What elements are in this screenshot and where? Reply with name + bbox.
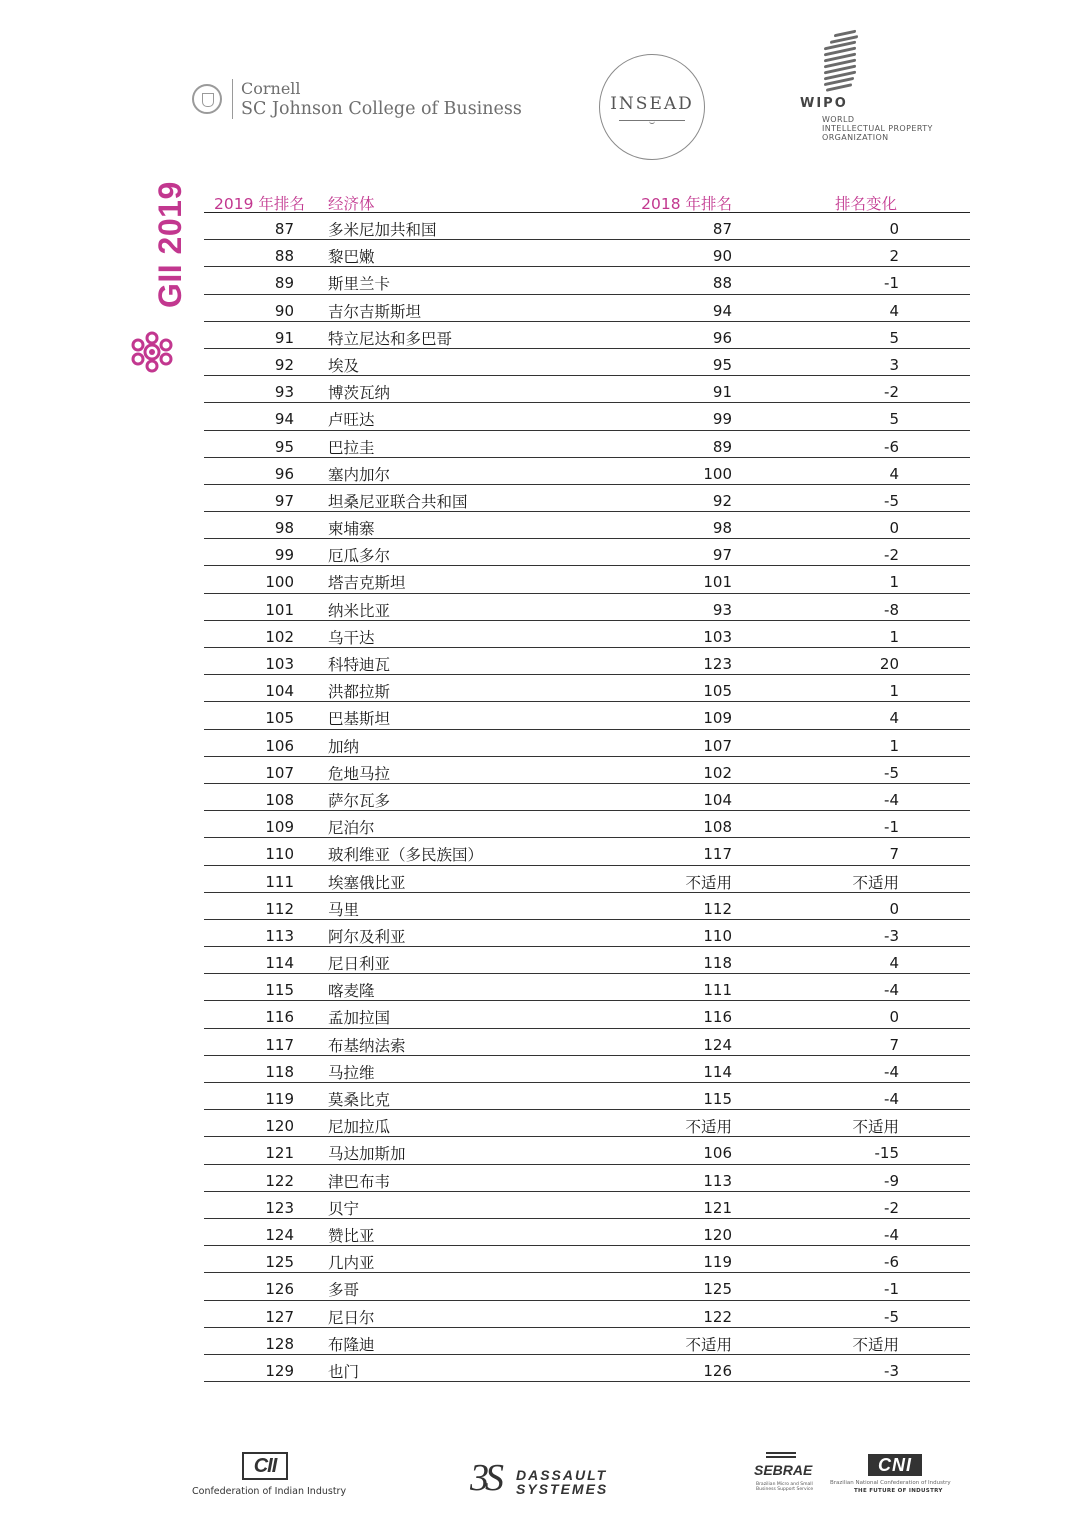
table-body	[204, 213, 970, 1382]
cell-change: 不适用	[852, 873, 899, 892]
cell-rank19: 127	[265, 1307, 294, 1326]
cell-change: -4	[884, 1225, 899, 1244]
table-header	[204, 190, 970, 213]
cell-change: -6	[884, 1253, 899, 1272]
cornell-seal-icon	[192, 84, 222, 114]
cell-economy: 马拉维	[328, 1063, 375, 1082]
cii-logo	[192, 1452, 347, 1500]
table-row	[204, 757, 970, 784]
insead-wordmark: INSEAD	[610, 93, 694, 114]
cell-rank19: 106	[265, 736, 294, 755]
cell-rank18: 110	[703, 926, 732, 945]
insead-logo	[599, 54, 705, 160]
cell-rank19: 97	[274, 491, 294, 510]
dassault-ds-icon: 3S	[470, 1457, 500, 1499]
cni-logo	[828, 1452, 968, 1498]
table-row	[204, 1355, 970, 1382]
cornell-wordmark	[241, 78, 522, 120]
cell-rank18: 126	[703, 1361, 732, 1380]
sebrae-logo	[752, 1452, 814, 1498]
cell-change: 20	[879, 655, 899, 673]
cell-economy: 黎巴嫩	[328, 248, 375, 267]
sebrae-wordmark: SEBRAE	[754, 1462, 813, 1478]
cell-rank19: 99	[274, 546, 294, 565]
cell-rank18: 89	[712, 437, 732, 456]
table-row	[204, 811, 970, 838]
cell-rank19: 87	[274, 220, 294, 238]
cell-rank18: 95	[712, 355, 732, 374]
cell-change: -1	[884, 1280, 899, 1299]
cornell-divider	[232, 79, 233, 119]
cell-economy: 柬埔寨	[328, 520, 375, 539]
cell-economy: 埃塞俄比亚	[328, 873, 406, 892]
table-row	[204, 1083, 970, 1110]
cell-change: -8	[884, 600, 899, 619]
table-row	[204, 1056, 970, 1083]
cell-rank19: 128	[265, 1334, 294, 1353]
cell-rank18: 120	[703, 1225, 732, 1244]
cell-rank19: 120	[265, 1117, 294, 1136]
cell-economy: 塞内加尔	[328, 465, 391, 484]
dassault-logo	[470, 1456, 630, 1502]
cell-economy: 巴拉圭	[328, 438, 375, 457]
cell-rank19: 101	[265, 600, 294, 619]
cell-rank18: 97	[712, 546, 732, 565]
cell-rank19: 115	[265, 981, 294, 1000]
cell-economy: 乌干达	[328, 628, 375, 647]
cell-rank18: 87	[712, 220, 732, 238]
col-header-rank-2018: 2018 年排名	[641, 195, 732, 213]
cell-rank18: 不适用	[685, 873, 732, 892]
cell-rank19: 98	[274, 519, 294, 538]
cell-rank18: 104	[703, 790, 732, 809]
cell-change: -2	[884, 546, 899, 565]
cell-rank18: 118	[703, 954, 732, 973]
cell-rank18: 124	[703, 1035, 732, 1054]
cell-change: -4	[884, 1062, 899, 1081]
col-header-economy: 经济体	[328, 195, 375, 213]
cell-economy: 洪都拉斯	[328, 683, 391, 702]
cell-change: 3	[889, 355, 899, 374]
table-row	[204, 1001, 970, 1028]
cell-rank19: 95	[274, 437, 294, 456]
cell-rank18: 109	[703, 709, 732, 728]
table-row	[204, 621, 970, 648]
cell-rank18: 100	[703, 464, 732, 483]
cell-rank18: 123	[703, 655, 732, 673]
table-row	[204, 1328, 970, 1355]
cell-economy: 萨尔瓦多	[328, 791, 391, 810]
cell-rank18: 93	[712, 600, 732, 619]
cell-rank19: 88	[274, 247, 294, 266]
sebrae-bars-icon	[766, 1452, 796, 1462]
table-row	[204, 1137, 970, 1164]
table-row	[204, 240, 970, 267]
cell-change: 0	[889, 1008, 899, 1027]
cell-rank18: 117	[703, 845, 732, 864]
cell-rank18: 119	[703, 1253, 732, 1272]
cell-rank19: 100	[265, 573, 294, 592]
cell-rank18: 112	[703, 899, 732, 918]
table-row	[204, 1165, 970, 1192]
cell-economy: 贝宁	[328, 1199, 360, 1218]
sebrae-caption: Brazilian Micro and Small Business Support Service	[756, 1482, 814, 1492]
cell-rank19: 109	[265, 818, 294, 837]
table-row	[204, 376, 970, 403]
cell-economy: 博茨瓦纳	[328, 384, 391, 403]
cni-mark: CNI	[868, 1454, 922, 1476]
cell-rank18: 103	[703, 627, 732, 646]
cell-economy: 尼日利亚	[328, 955, 391, 974]
cell-rank18: 125	[703, 1280, 732, 1299]
cornell-line2: SC Johnson College of Business	[241, 99, 522, 119]
table-row	[204, 920, 970, 947]
cell-change: 1	[889, 627, 899, 646]
cell-change: 不适用	[852, 1118, 899, 1137]
table-row	[204, 675, 970, 702]
cell-economy: 马达加斯加	[328, 1145, 406, 1164]
cell-rank18: 113	[703, 1171, 732, 1190]
cell-rank19: 126	[265, 1280, 294, 1299]
cell-rank19: 125	[265, 1253, 294, 1272]
table-row	[204, 730, 970, 757]
table-row	[204, 974, 970, 1001]
cell-change: -2	[884, 383, 899, 402]
cell-rank18: 91	[712, 383, 732, 402]
cell-change: -5	[884, 1307, 899, 1326]
table-row	[204, 458, 970, 485]
cell-rank18: 102	[703, 763, 732, 782]
ranking-table	[204, 190, 970, 1382]
cell-rank19: 121	[265, 1144, 294, 1163]
table-row	[204, 893, 970, 920]
cell-change: -4	[884, 1090, 899, 1108]
cell-economy: 津巴布韦	[328, 1172, 391, 1191]
cell-rank19: 90	[274, 301, 294, 320]
table-row	[204, 539, 970, 566]
cell-change: -6	[884, 437, 899, 456]
cell-economy: 玻利维亚（多民族国）	[328, 846, 484, 865]
table-row	[204, 947, 970, 974]
cell-rank19: 116	[265, 1008, 294, 1027]
table-row	[204, 866, 970, 893]
cell-economy: 布基纳法索	[328, 1036, 406, 1055]
table-row	[204, 1029, 970, 1056]
cell-economy: 多米尼加共和国	[328, 221, 437, 239]
gii-2019-badge	[128, 181, 188, 380]
cell-change: -9	[884, 1171, 899, 1190]
cell-rank19: 92	[274, 355, 294, 374]
wipo-fullname: WORLD INTELLECTUAL PROPERTY ORGANIZATION	[822, 115, 933, 142]
cell-economy: 厄瓜多尔	[328, 547, 391, 566]
cell-rank18: 不适用	[685, 1118, 732, 1137]
cell-change: -1	[884, 818, 899, 837]
cell-economy: 多哥	[328, 1281, 360, 1300]
cell-change: -5	[884, 763, 899, 782]
cell-rank19: 91	[274, 328, 294, 347]
cell-rank19: 123	[265, 1198, 294, 1217]
table-row	[204, 485, 970, 512]
table-row	[204, 1219, 970, 1246]
cell-rank18: 92	[712, 491, 732, 510]
cell-rank19: 119	[265, 1090, 294, 1108]
table-row	[204, 322, 970, 349]
cell-economy: 吉尔吉斯斯坦	[328, 302, 422, 321]
cell-economy: 孟加拉国	[328, 1009, 391, 1028]
cell-change: -15	[874, 1144, 899, 1163]
cell-economy: 也门	[328, 1362, 360, 1381]
wipo-logo	[800, 30, 970, 145]
cell-change: -2	[884, 1198, 899, 1217]
cell-economy: 卢旺达	[328, 411, 375, 430]
gii-flower-icon	[130, 330, 174, 374]
wipo-wordmark: WIPO	[800, 96, 848, 111]
table-row	[204, 213, 970, 240]
cell-rank19: 111	[265, 872, 294, 891]
table-row	[204, 1246, 970, 1273]
cni-caption: Brazilian National Confederation of Industry	[830, 1480, 951, 1486]
cell-rank19: 93	[274, 383, 294, 402]
table-row	[204, 1192, 970, 1219]
cell-change: -5	[884, 491, 899, 510]
cell-change: -1	[884, 274, 899, 293]
cell-change: 1	[889, 736, 899, 755]
cell-change: 0	[889, 220, 899, 238]
cell-rank18: 105	[703, 682, 732, 701]
cni-tagline: THE FUTURE OF INDUSTRY	[854, 1488, 943, 1494]
cell-change: -3	[884, 1361, 899, 1380]
cell-rank18: 不适用	[685, 1335, 732, 1354]
cell-change: -3	[884, 926, 899, 945]
cell-change: 4	[889, 301, 899, 320]
cell-economy: 布隆迪	[328, 1335, 375, 1354]
cell-change: 2	[889, 247, 899, 266]
table-row	[204, 648, 970, 675]
cell-change: 4	[889, 709, 899, 728]
cornell-logo	[192, 74, 522, 124]
cell-rank18: 122	[703, 1307, 732, 1326]
cell-rank18: 115	[703, 1090, 732, 1108]
cell-economy: 尼泊尔	[328, 819, 375, 838]
cell-change: -4	[884, 790, 899, 809]
cell-change: 不适用	[852, 1335, 899, 1354]
cell-rank18: 88	[712, 274, 732, 293]
cell-rank19: 110	[265, 845, 294, 864]
cell-rank19: 89	[274, 274, 294, 293]
cell-rank18: 99	[712, 410, 732, 429]
table-row	[204, 1273, 970, 1300]
cell-rank18: 107	[703, 736, 732, 755]
cell-rank19: 103	[265, 655, 294, 673]
table-row	[204, 295, 970, 322]
table-row	[204, 431, 970, 458]
cell-economy: 巴基斯坦	[328, 710, 391, 729]
cornell-line1: Cornell	[241, 79, 301, 98]
cell-rank19: 122	[265, 1171, 294, 1190]
cell-rank19: 129	[265, 1361, 294, 1380]
cell-economy: 尼日尔	[328, 1308, 375, 1327]
cell-change: 0	[889, 519, 899, 538]
cell-change: 1	[889, 682, 899, 701]
insead-rule	[619, 120, 685, 121]
cii-mark: CII	[242, 1452, 288, 1480]
col-header-rank-change: 排名变化	[834, 195, 897, 213]
cell-rank18: 106	[703, 1144, 732, 1163]
cell-rank18: 98	[712, 519, 732, 538]
cell-change: 0	[889, 899, 899, 918]
cell-change: 1	[889, 573, 899, 592]
table-row	[204, 566, 970, 593]
cell-rank19: 112	[265, 899, 294, 918]
cell-rank18: 114	[703, 1062, 732, 1081]
cell-economy: 马里	[328, 900, 360, 919]
cell-rank19: 113	[265, 926, 294, 945]
dassault-wordmark: DASSAULT SYSTEMES	[516, 1467, 609, 1497]
cell-economy: 科特迪瓦	[328, 656, 391, 674]
cell-economy: 塔吉克斯坦	[328, 574, 406, 593]
cell-change: 7	[889, 1035, 899, 1054]
cell-rank18: 94	[712, 301, 732, 320]
cell-rank19: 96	[274, 464, 294, 483]
cell-rank18: 108	[703, 818, 732, 837]
cii-caption: Confederation of Indian Industry	[192, 1486, 347, 1497]
cell-rank19: 117	[265, 1035, 294, 1054]
cell-economy: 阿尔及利亚	[328, 927, 406, 946]
table-row	[204, 784, 970, 811]
cell-change: 4	[889, 954, 899, 973]
cell-economy: 喀麦隆	[328, 982, 375, 1001]
table-row	[204, 349, 970, 376]
cell-change: 4	[889, 464, 899, 483]
cell-change: 5	[889, 410, 899, 429]
cell-rank18: 111	[703, 981, 732, 1000]
col-header-rank-2019: 2019 年排名	[214, 195, 305, 213]
table-row	[204, 403, 970, 430]
cell-economy: 尼加拉瓜	[328, 1118, 391, 1137]
wipo-globe-icon	[820, 30, 860, 98]
cell-economy: 特立尼达和多巴哥	[328, 329, 453, 348]
cell-rank19: 124	[265, 1225, 294, 1244]
table-row	[204, 267, 970, 294]
cell-rank19: 108	[265, 790, 294, 809]
table-row	[204, 1110, 970, 1137]
cell-change: -4	[884, 981, 899, 1000]
cell-economy: 赞比亚	[328, 1226, 375, 1245]
cell-economy: 纳米比亚	[328, 601, 391, 620]
cell-economy: 斯里兰卡	[328, 275, 391, 294]
cell-rank19: 105	[265, 709, 294, 728]
cell-economy: 坦桑尼亚联合共和国	[328, 492, 468, 511]
cell-economy: 危地马拉	[328, 764, 391, 783]
cell-economy: 几内亚	[328, 1254, 375, 1273]
table-row	[204, 1301, 970, 1328]
cell-economy: 莫桑比克	[328, 1091, 391, 1109]
table-row	[204, 594, 970, 621]
cell-rank18: 90	[712, 247, 732, 266]
cell-rank18: 96	[712, 328, 732, 347]
table-row	[204, 512, 970, 539]
cell-rank19: 94	[274, 410, 294, 429]
cell-change: 5	[889, 328, 899, 347]
cell-rank19: 118	[265, 1062, 294, 1081]
table-row	[204, 838, 970, 865]
cell-rank19: 107	[265, 763, 294, 782]
cell-rank19: 102	[265, 627, 294, 646]
cell-rank18: 101	[703, 573, 732, 592]
cell-rank18: 116	[703, 1008, 732, 1027]
cell-rank19: 104	[265, 682, 294, 701]
cell-economy: 加纳	[328, 737, 360, 756]
gii-badge-text: GII 2019	[152, 181, 188, 308]
cell-change: 7	[889, 845, 899, 864]
cell-rank18: 121	[703, 1198, 732, 1217]
table-row	[204, 702, 970, 729]
cell-rank19: 114	[265, 954, 294, 973]
cell-economy: 埃及	[328, 356, 360, 375]
